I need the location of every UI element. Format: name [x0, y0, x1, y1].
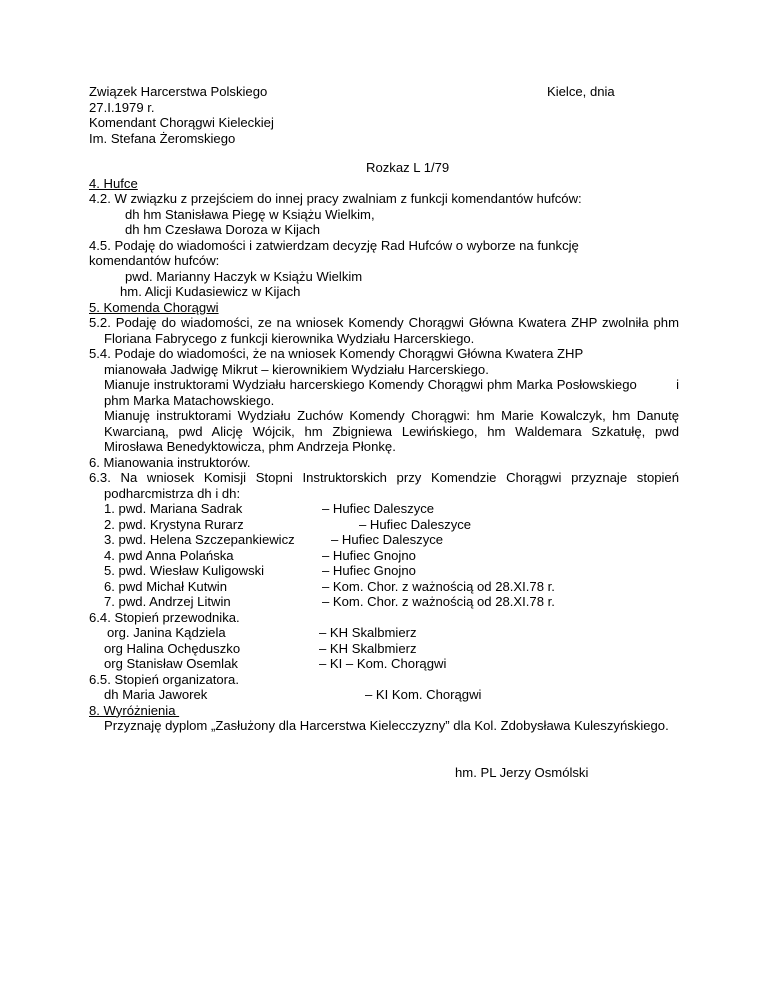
place-date: Kielce, dnia	[547, 84, 615, 99]
order-title: Rozkaz L 1/79	[366, 160, 450, 175]
list-item	[89, 501, 679, 517]
nominee-name: 1. pwd. Mariana Sadrak	[104, 501, 243, 516]
paragraph-6-5: 6.5. Stopień organizatora.	[89, 671, 239, 687]
section-5-heading: 5. Komenda Chorągwi	[89, 299, 219, 315]
list-item	[89, 625, 679, 641]
dismissed-name-1: dh hm Stanisława Piegę w Książu Wielkim,	[125, 206, 375, 222]
list-item	[89, 641, 679, 657]
approved-name-2: hm. Alicji Kudasiewicz w Kijach	[120, 284, 301, 299]
nominee-unit: – Hufiec Gnojno	[322, 547, 416, 563]
paragraph-5-4-line1: 5.4. Podaje do wiadomości, że na wniosek Komendy Chorągwi Główna Kwatera ZHP	[89, 346, 584, 361]
signature: hm. PL Jerzy Osmólski	[455, 764, 589, 780]
paragraph-4-2: 4.2. W związku z przejściem do innej pracy zwalniam z funkcji komendantów hufców:	[89, 191, 582, 206]
nominee-unit: – KH Skalbmierz	[319, 640, 417, 656]
nominee-unit: – Kom. Chor. z ważnością od 28.XI.78 r.	[322, 594, 555, 609]
paragraph-6-4: 6.4. Stopień przewodnika.	[89, 609, 240, 625]
paragraph-4-5-line2: komendantów hufców:	[89, 253, 220, 268]
list-item	[89, 548, 679, 564]
nominee-name: 7. pwd. Andrzej Litwin	[104, 594, 231, 609]
letterhead	[89, 84, 679, 146]
list-item	[89, 579, 679, 595]
nominee-unit: – KI Kom. Chorągwi	[365, 687, 482, 702]
paragraph-5-4-cub-instructors: Mianuję instruktorami Wydziału Zuchów Komendy Chorągwi: hm Marie Kowalczyk, hm Danutę Kwarcianą, pwd Alicję Wójcik, hm Zbigniewa Lewińskiego, hm Waldemara Szkatułę, pwd Mirosława Benedyktowicza, phm Andrzeja Płonkę.	[104, 408, 679, 454]
nominee-name: 2. pwd. Krystyna Rurarz	[104, 516, 244, 532]
paragraph-5-4-instructors: Mianuje instruktorami Wydziału harcerskiego Komendy Chorągwi phm Marka Posłowskiego i phm Marka Matachowskiego.	[104, 377, 683, 408]
nominee-name: 3. pwd. Helena Szczepankiewicz	[104, 532, 295, 547]
paragraph-4-5-line1: 4.5. Podaję do wiadomości i zatwierdzam decyzję Rad Hufców o wyborze na funkcję	[89, 237, 579, 253]
paragraph-6-3: 6.3. Na wniosek Komisji Stopni Instruktorskich przy Komendzie Chorągwi przyznaje stopień podharcmistrza dh i dh:	[89, 470, 679, 501]
document-page	[89, 84, 694, 780]
section-4-heading: 4. Hufce	[89, 175, 138, 191]
nominee-name: org Halina Ochęduszko	[104, 640, 241, 656]
approved-name-1: pwd. Marianny Haczyk w Książu Wielkim	[125, 268, 363, 284]
nominee-name: 5. pwd. Wiesław Kuligowski	[104, 563, 265, 578]
paragraph-5-4-line2: mianowała Jadwigę Mikrut – kierownikiem Wydziału Harcerskiego.	[104, 361, 489, 377]
document-date: 27.I.1979 r.	[89, 99, 155, 115]
nominee-unit: – Hufiec Daleszyce	[322, 501, 435, 516]
section-6-heading: 6. Mianowania instruktorów.	[89, 454, 251, 470]
list-item	[89, 563, 679, 579]
nominee-unit: – Hufiec Gnojno	[322, 563, 416, 578]
nominee-unit: – Kom. Chor. z ważnością od 28.XI.78 r.	[322, 578, 555, 594]
nominee-name: org. Janina Kądziela	[107, 625, 226, 640]
dismissed-name-2: dh hm Czesława Doroza w Kijach	[125, 222, 321, 237]
patron-name: Im. Stefana Żeromskiego	[89, 130, 236, 146]
paragraph-5-2: 5.2. Podaję do wiadomości, ze na wniosek Komendy Chorągwi Główna Kwatera ZHP zwolniła phm Floriana Fabrycego z funkcji kierownika Wydziału Harcerskiego.	[89, 315, 694, 346]
nominee-unit: – Hufiec Daleszyce	[331, 532, 444, 547]
issuer: Komendant Chorągwi Kieleckiej	[89, 115, 274, 130]
nominee-name: dh Maria Jaworek	[104, 687, 208, 702]
nominee-unit: – KH Skalbmierz	[319, 625, 417, 640]
list-item	[89, 517, 679, 533]
nominee-name: org Stanisław Osemlak	[104, 656, 238, 671]
nominee-unit: – KI – Kom. Chorągwi	[319, 656, 447, 671]
section-8-heading: 8. Wyróżnienia	[89, 702, 180, 718]
list-item	[89, 656, 679, 672]
list-item	[89, 594, 679, 610]
list-item	[89, 532, 679, 548]
paragraph-8: Przyznaję dyplom „Zasłużony dla Harcerstwa Kielecczyzny” dla Kol. Zdobysława Kuleszyńskiego.	[104, 718, 669, 733]
nominee-name: 6. pwd Michał Kutwin	[104, 578, 227, 594]
nominee-unit: – Hufiec Daleszyce	[359, 516, 472, 532]
org-name: Związek Harcerstwa Polskiego	[89, 84, 268, 99]
nominee-name: 4. pwd Anna Polańska	[104, 547, 234, 563]
list-item	[89, 687, 679, 703]
